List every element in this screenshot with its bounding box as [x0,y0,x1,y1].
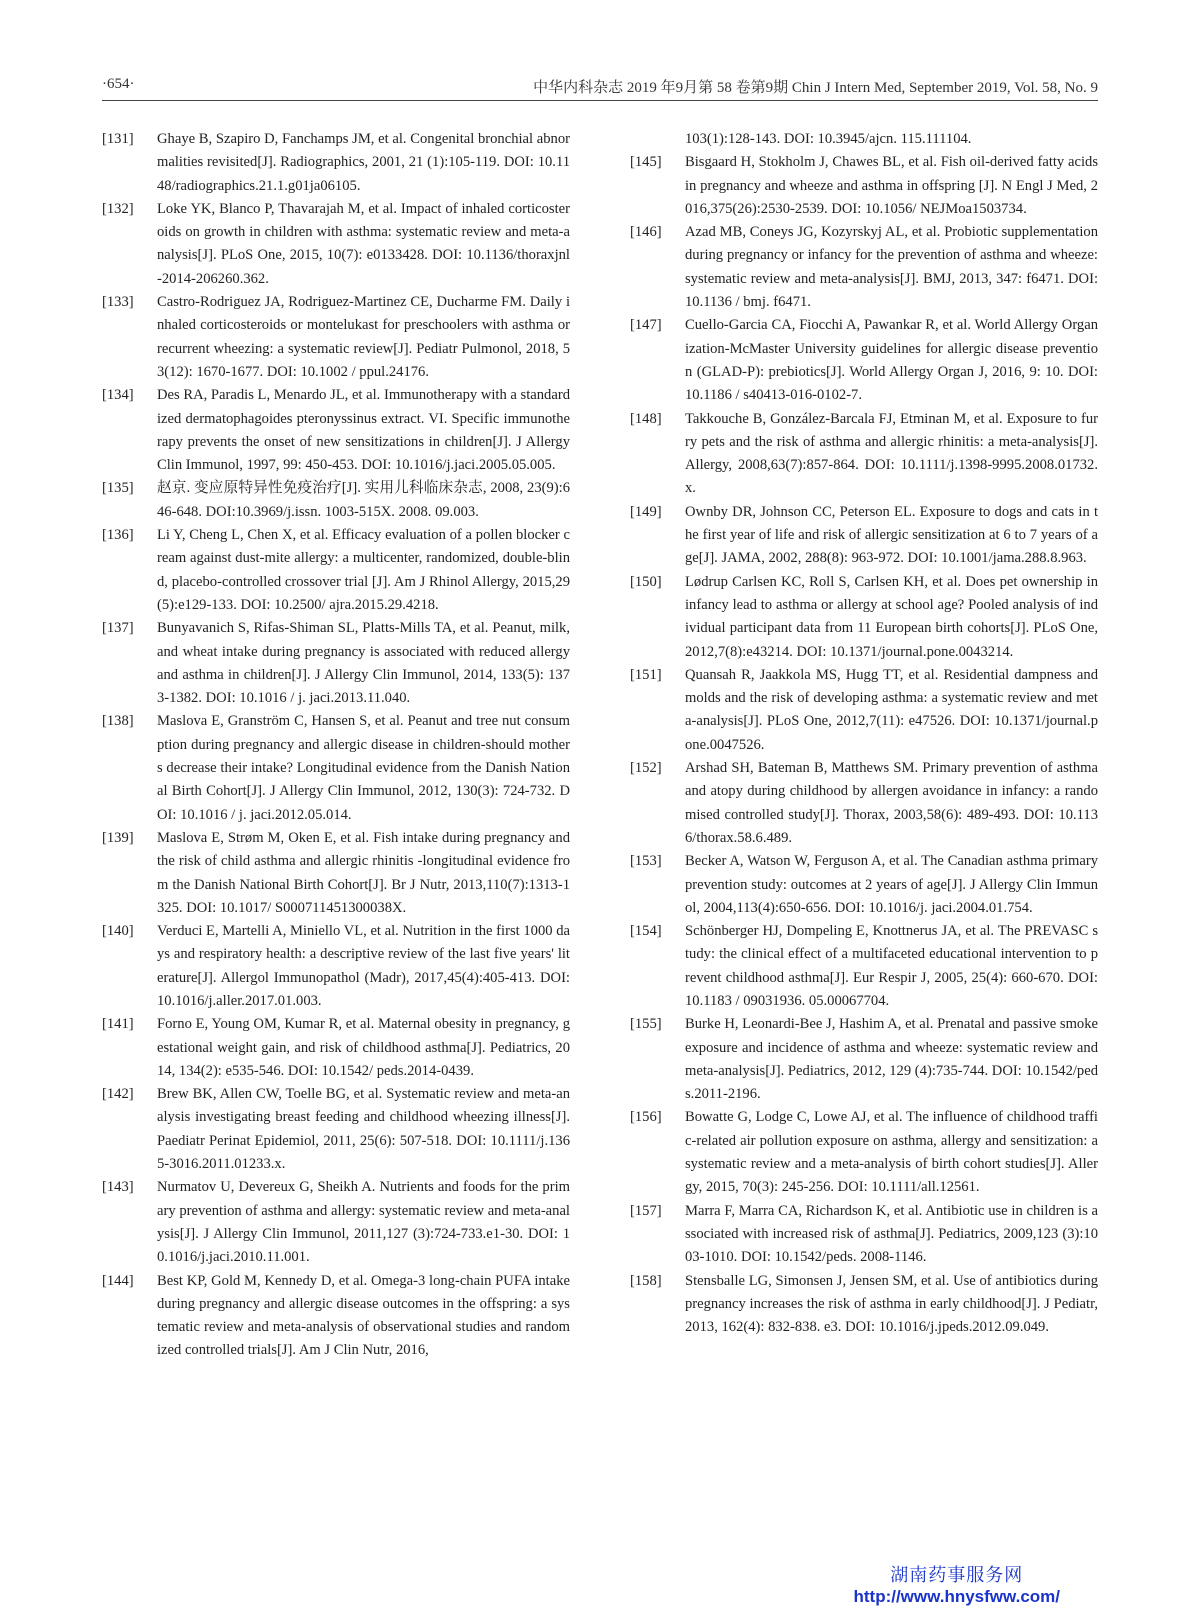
reference-number: [132] [102,200,134,217]
watermark-url[interactable]: http://www.hnysfww.com/ [853,1587,1060,1606]
reference-item [102,128,570,198]
reference-number: [150] [630,573,662,590]
reference-column-left [102,128,570,1363]
reference-number: [134] [102,387,134,404]
reference-number: [142] [102,1086,134,1103]
journal-info: 中华内科杂志 2019 年9月第 58 卷第9期 Chin J Intern Med, September 2019, Vol. 58, No. 9 [533,80,1098,96]
reference-text: Arshad SH, Bateman B, Matthews SM. Primary prevention of asthma and atopy during childhood by allergen avoidance in infancy: a randomised controlled study[J]. Thorax, 2003,58(6): 489-493. DOI: 10.1136/thorax.58.6.489. [685,760,1098,846]
reference-number: [135] [102,480,134,497]
reference-item [102,710,570,826]
reference-text: Stensballe LG, Simonsen J, Jensen SM, et al. Use of antibiotics during pregnancy increases the risk of asthma in early childhood[J]. J Pediatr, 2013, 162(4): 832-838. e3. DOI: 10.1016/j.jpeds.2012.09.049. [685,1272,1098,1336]
reference-item [630,408,1098,501]
reference-item [630,1270,1098,1340]
reference-item [102,198,570,291]
reference-text: Best KP, Gold M, Kennedy D, et al. Omega-3 long-chain PUFA intake during pregnancy and allergic disease outcomes in the offspring: a systematic review and meta-analysis of observational studies and randomized controlled trials[J]. Am J Clin Nutr, 2016, [157,1272,570,1359]
reference-item [630,1013,1098,1106]
reference-item [102,477,570,524]
reference-number: [141] [102,1016,134,1033]
reference-number: [138] [102,713,134,730]
reference-number: [131] [102,131,134,147]
reference-number: [154] [630,923,662,940]
reference-text: Des RA, Paradis L, Menardo JL, et al. Immunotherapy with a standardized dermatophagoides pteronyssinus extract. VI. Specific immunotherapy prevents the onset of new sensitizations in children[J]. J Allergy Clin Immunol, 1997, 99: 450-453. DOI: 10.1016/j.jaci.2005.05.005. [157,387,570,474]
reference-item [102,1083,570,1176]
reference-text: Forno E, Young OM, Kumar R, et al. Maternal obesity in pregnancy, gestational weight gain, and risk of childhood asthma[J]. Pediatrics, 2014, 134(2): e535-546. DOI: 10.1542/ peds.2014-0439. [157,1016,570,1079]
reference-number: [140] [102,923,134,940]
reference-item [630,221,1098,314]
reference-text: Verduci E, Martelli A, Miniello VL, et al. Nutrition in the first 1000 days and respiratory health: a descriptive review of the last five years' literature[J]. Allergol Immunopathol (Madr), 2017,45(4):405-413. DOI: 10.1016/j.aller.2017.01.003. [157,923,570,1009]
watermark-name: 湖南药事服务网 [890,1565,1024,1585]
reference-text: Quansah R, Jaakkola MS, Hugg TT, et al. Residential dampness and molds and the risk of developing asthma: a systematic review and meta-analysis[J]. PLoS One, 2012,7(11): e47526. DOI: 10.1371/journal.pone.0047526. [685,666,1098,753]
reference-item [630,501,1098,571]
reference-item [630,850,1098,920]
reference-number: [144] [102,1272,134,1289]
reference-item [102,524,570,617]
reference-text: Burke H, Leonardi-Bee J, Hashim A, et al. Prenatal and passive smoke exposure and incidence of asthma and wheeze: systematic review and meta-analysis[J]. Pediatrics, 2012, 129 (4):735-744. DOI: 10.1542/peds.2011-2196. [685,1016,1099,1103]
reference-number: [158] [630,1272,662,1289]
reference-text: Bunyavanich S, Rifas-Shiman SL, Platts-Mills TA, et al. Peanut, milk, and wheat intake during pregnancy is associated with reduced allergy and asthma in children[J]. J Allergy Clin Immunol, 2014, 133(5): 1373-1382. DOI: 10.1016 / j. jaci.2013.11.040. [157,620,570,707]
reference-number: [139] [102,829,134,846]
reference-item [630,757,1098,850]
reference-text: 赵京. 变应原特异性免疫治疗[J]. 实用儿科临床杂志, 2008, 23(9):646-648. DOI:10.3969/j.issn. 1003-515X. 2008. 09.003. [157,480,570,520]
reference-text: Lødrup Carlsen KC, Roll S, Carlsen KH, et al. Does pet ownership in infancy lead to asthma or allergy at school age? Pooled analysis of individual participant data from 11 European birth cohorts[J]. PLoS One, 2012,7(8):e43214. DOI: 10.1371/journal.pone.0043214. [685,573,1098,660]
reference-number: [143] [102,1179,134,1196]
reference-text: Castro-Rodriguez JA, Rodriguez-Martinez CE, Ducharme FM. Daily inhaled corticosteroids or montelukast for preschoolers with asthma or recurrent wheezing: a systematic review[J]. Pediatr Pulmonol, 2018, 53(12): 1670-1677. DOI: 10.1002 / ppul.24176. [157,294,570,380]
reference-continuation [630,128,1098,151]
reference-text: Schönberger HJ, Dompeling E, Knottnerus JA, et al. The PREVASC study: the clinical effect of a multifaceted educational intervention to prevent childhood asthma[J]. Eur Respir J, 2005, 25(4): 660-670. DOI: 10.1183 / 09031936. 05.00067704. [685,923,1098,1009]
site-watermark [853,1561,1060,1607]
reference-text: Ghaye B, Szapiro D, Fanchamps JM, et al. Congenital bronchial abnormalities revisited[J]. Radiographics, 2001, 21 (1):105-119. DOI: 10.1148/radiographics.21.1.g01ja06105. [157,131,570,194]
reference-number: [153] [630,853,662,870]
reference-item [102,1176,570,1269]
reference-item [630,151,1098,221]
reference-item [102,827,570,920]
reference-item [102,920,570,1013]
reference-text: Cuello-Garcia CA, Fiocchi A, Pawankar R, et al. World Allergy Organization-McMaster University guidelines for allergic disease prevention (GLAD-P): prebiotics[J]. World Allergy Organ J, 2016, 9: 10. DOI: 10.1186 / s40413-016-0102-7. [685,317,1098,404]
reference-text: Bisgaard H, Stokholm J, Chawes BL, et al. Fish oil-derived fatty acids in pregnancy and wheeze and asthma in offspring [J]. N Engl J Med, 2016,375(26):2530-2539. DOI: 10.1056/ NEJMoa1503734. [685,154,1098,217]
reference-number: [151] [630,666,662,683]
reference-text: Maslova E, Granström C, Hansen S, et al. Peanut and tree nut consumption during pregnancy and allergic disease in children-should mothers decrease their intake? Longitudinal evidence from the Danish National Birth Cohort[J]. J Allergy Clin Immunol, 2012, 130(3): 724-732. DOI: 10.1016 / j. jaci.2012.05.014. [157,713,570,823]
reference-number: [136] [102,527,134,544]
reference-number: [152] [630,760,662,777]
reference-item [630,920,1098,1013]
reference-number: [145] [630,154,662,171]
reference-number: [149] [630,503,662,520]
reference-number: [133] [102,294,134,311]
reference-text: Brew BK, Allen CW, Toelle BG, et al. Systematic review and meta-analysis investigating breast feeding and childhood wheezing illness[J]. Paediatr Perinat Epidemiol, 2011, 25(6): 507-518. DOI: 10.1111/j.1365-3016.2011.01233.x. [157,1086,570,1173]
reference-number: [157] [630,1202,662,1219]
page-number: ·654· [102,76,135,92]
reference-number: [146] [630,224,662,241]
reference-text: Ownby DR, Johnson CC, Peterson EL. Exposure to dogs and cats in the first year of life and risk of allergic sensitization at 6 to 7 years of age[J]. JAMA, 2002, 288(8): 963-972. DOI: 10.1001/jama.288.8.963. [685,503,1098,567]
reference-item [630,1106,1098,1199]
reference-number: [148] [630,410,662,427]
reference-text: Bowatte G, Lodge C, Lowe AJ, et al. The influence of childhood traffic-related air pollution exposure on asthma, allergy and sensitization: a systematic review and a meta-analysis of birth cohort studies[J]. Allergy, 2015, 70(3): 245-256. DOI: 10.1111/all.12561. [685,1109,1098,1196]
reference-item [630,664,1098,757]
reference-text: Azad MB, Coneys JG, Kozyrskyj AL, et al. Probiotic supplementation during pregnancy or infancy for the prevention of asthma and wheeze: systematic review and meta-analysis[J]. BMJ, 2013, 347: f6471. DOI: 10.1136 / bmj. f6471. [685,224,1098,311]
reference-text: Li Y, Cheng L, Chen X, et al. Efficacy evaluation of a pollen blocker cream against dust-mite allergy: a multicenter, randomized, double-blind, placebo-controlled crossover trial [J]. Am J Rhinol Allergy, 2015,29(5):e129-133. DOI: 10.2500/ ajra.2015.29.4218. [157,527,570,613]
reference-text: Maslova E, Strøm M, Oken E, et al. Fish intake during pregnancy and the risk of child asthma and allergic rhinitis -longitudinal evidence from the Danish National Birth Cohort[J]. Br J Nutr, 2013,110(7):1313-1325. DOI: 10.1017/ S000711451300038X. [157,829,570,916]
reference-text: Nurmatov U, Devereux G, Sheikh A. Nutrients and foods for the primary prevention of asthma and allergy: systematic review and meta-analysis[J]. J Allergy Clin Immunol, 2011,127 (3):724-733.e1-30. DOI: 10.1016/j.jaci.2010.11.001. [157,1179,570,1266]
reference-item [630,571,1098,664]
reference-item [102,384,570,477]
reference-number: [156] [630,1109,662,1126]
reference-item [102,1270,570,1363]
reference-text: Marra F, Marra CA, Richardson K, et al. Antibiotic use in children is associated with increased risk of asthma[J]. Pediatrics, 2009,123 (3):1003-1010. DOI: 10.1542/peds. 2008-1146. [685,1202,1098,1266]
reference-item [102,617,570,710]
reference-column-right [630,128,1098,1339]
reference-number: [147] [630,317,662,334]
reference-item [630,314,1098,407]
reference-item [102,291,570,384]
reference-item [630,1200,1098,1270]
reference-text: Becker A, Watson W, Ferguson A, et al. The Canadian asthma primary prevention study: outcomes at 2 years of age[J]. J Allergy Clin Immunol, 2004,113(4):650-656. DOI: 10.1016/j. jaci.2004.01.754. [685,853,1098,916]
reference-item [102,1013,570,1083]
reference-continuation-text: 103(1):128-143. DOI: 10.3945/ajcn. 115.111104. [685,131,972,147]
reference-number: [155] [630,1016,662,1033]
reference-number: [137] [102,620,134,637]
header-divider [102,100,1098,101]
reference-text: Loke YK, Blanco P, Thavarajah M, et al. Impact of inhaled corticosteroids on growth in children with asthma: systematic review and meta-analysis[J]. PLoS One, 2015, 10(7): e0133428. DOI: 10.1136/thoraxjnl-2014-206260.362. [157,200,570,287]
reference-text: Takkouche B, González-Barcala FJ, Etminan M, et al. Exposure to furry pets and the risk of asthma and allergic rhinitis: a meta-analysis[J]. Allergy, 2008,63(7):857-864. DOI: 10.1111/j.1398-9995.2008.01732.x. [685,410,1098,497]
